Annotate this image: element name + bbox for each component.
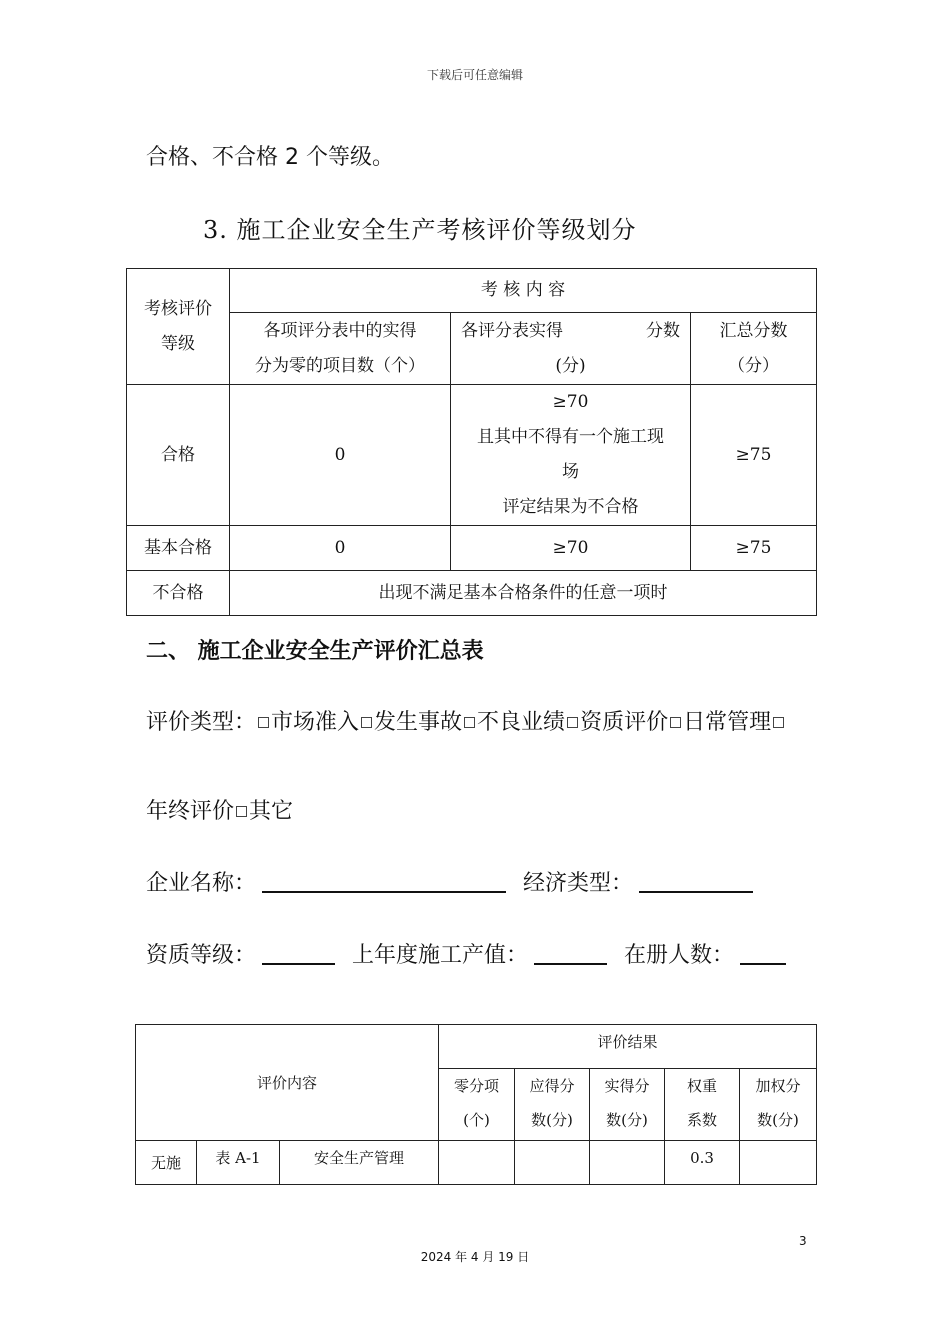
checkbox[interactable] xyxy=(773,717,784,728)
table-row xyxy=(127,385,817,526)
due-score-cell[interactable] xyxy=(515,1141,590,1185)
header-note: 下载后可任意编辑 xyxy=(426,68,523,82)
field-row-1 xyxy=(146,866,759,897)
eval-type-line-2 xyxy=(146,794,293,825)
registered-staff-label: 在册人数： xyxy=(624,943,735,968)
option-label: 发生事故 xyxy=(374,710,463,735)
economic-type-label: 经济类型： xyxy=(523,871,634,896)
each-score-cell xyxy=(451,385,691,526)
option-label: 不良业绩 xyxy=(477,710,566,735)
each-score-l2: 且其中不得有一个施工现 xyxy=(477,427,664,447)
section3-title: 3. 施工企业安全生产考核评价等级划分 xyxy=(203,216,637,244)
checkbox[interactable] xyxy=(670,717,681,728)
category-cell: 无施 xyxy=(136,1141,197,1185)
field-row-2 xyxy=(146,938,792,969)
table-row xyxy=(136,1141,817,1185)
last-year-output-field[interactable] xyxy=(534,943,607,965)
summary-table xyxy=(135,1024,817,1185)
actual-score-header xyxy=(590,1069,665,1141)
each-score-header-l2: (分) xyxy=(555,355,586,376)
table-row xyxy=(127,526,817,571)
content-header: 考 核 内 容 xyxy=(230,269,817,313)
zero-items-cell[interactable] xyxy=(439,1141,515,1185)
merged-condition-cell: 出现不满足基本合格条件的任意一项时 xyxy=(230,571,817,616)
weighted-score-header xyxy=(740,1069,817,1141)
checkbox[interactable] xyxy=(258,717,269,728)
item-name-cell: 安全生产管理 xyxy=(280,1141,439,1185)
table-row xyxy=(127,571,817,616)
total-score-header-l1: 汇总分数 xyxy=(719,320,788,341)
total-score-header-l2: （分） xyxy=(728,355,779,376)
grade-cell: 基本合格 xyxy=(127,526,230,571)
page-number: 3 xyxy=(799,1234,807,1248)
zero-cell: 0 xyxy=(230,385,451,526)
zero-count-header xyxy=(230,313,451,385)
grade-header-l2: 等级 xyxy=(161,333,195,354)
economic-type-field[interactable] xyxy=(639,871,753,893)
last-year-output-label: 上年度施工产值： xyxy=(352,943,529,968)
checkbox[interactable] xyxy=(236,806,247,817)
zero-count-header-l2: 分为零的项目数（个） xyxy=(255,355,425,376)
option-label: 其它 xyxy=(249,799,294,824)
eval-type-line xyxy=(146,705,786,736)
option-label: 年终评价 xyxy=(146,799,235,824)
due-score-header xyxy=(515,1069,590,1141)
weighted-score-cell[interactable] xyxy=(740,1141,817,1185)
header-l2: 数(分) xyxy=(757,1111,799,1129)
company-name-field[interactable] xyxy=(262,871,506,893)
actual-score-cell[interactable] xyxy=(590,1141,665,1185)
checkbox[interactable] xyxy=(567,717,578,728)
qualification-field[interactable] xyxy=(262,943,335,965)
header-l2: 数(分) xyxy=(531,1111,573,1129)
zero-count-header-l1: 各项评分表中的实得 xyxy=(263,320,417,341)
zero-cell: 0 xyxy=(230,526,451,571)
grade-cell: 不合格 xyxy=(127,571,230,616)
header-l1: 加权分 xyxy=(755,1077,801,1095)
each-score-l1: ≥70 xyxy=(552,392,589,412)
form-id-cell: 表 A-1 xyxy=(197,1141,280,1185)
total-cell: ≥75 xyxy=(691,385,817,526)
each-score-header-l1b: 分数 xyxy=(646,320,680,341)
checkbox[interactable] xyxy=(464,717,475,728)
company-name-label: 企业名称： xyxy=(146,871,257,896)
each-score-header-l1a: 各评分表实得 xyxy=(461,320,563,341)
footer-date: 2024 年 4 月 19 日 xyxy=(420,1250,530,1264)
option-label: 市场准入 xyxy=(271,710,360,735)
total-cell: ≥75 xyxy=(691,526,817,571)
header-l2: (个) xyxy=(463,1111,490,1129)
eval-type-label: 评价类型： xyxy=(146,710,257,735)
header-l1: 应得分 xyxy=(529,1077,575,1095)
content-header: 评价内容 xyxy=(136,1025,439,1141)
section2-title: 二、 施工企业安全生产评价汇总表 xyxy=(146,639,484,664)
each-score-l4: 评定结果为不合格 xyxy=(502,497,639,517)
zero-items-header xyxy=(439,1069,515,1141)
each-score-l3: 场 xyxy=(562,462,579,482)
header-l1: 实得分 xyxy=(604,1077,650,1095)
weight-cell: 0.3 xyxy=(665,1141,740,1185)
grade-header-l1: 考核评价 xyxy=(144,298,212,319)
qualification-label: 资质等级： xyxy=(146,943,257,968)
option-label: 资质评价 xyxy=(580,710,669,735)
option-label: 日常管理 xyxy=(683,710,772,735)
header-l2: 系数 xyxy=(687,1111,718,1129)
registered-staff-field[interactable] xyxy=(740,943,786,965)
total-score-header xyxy=(691,313,817,385)
grade-header-cell xyxy=(127,269,230,385)
weight-header xyxy=(665,1069,740,1141)
checkbox[interactable] xyxy=(361,717,372,728)
each-score-header xyxy=(451,313,691,385)
header-l1: 零分项 xyxy=(454,1077,500,1095)
header-l1: 权重 xyxy=(687,1077,718,1095)
intro-line: 合格、不合格 2 个等级。 xyxy=(146,145,394,170)
each-score-cell: ≥70 xyxy=(451,526,691,571)
header-l2: 数(分) xyxy=(606,1111,648,1129)
result-header: 评价结果 xyxy=(439,1025,817,1069)
grade-cell: 合格 xyxy=(127,385,230,526)
grade-table xyxy=(126,268,817,616)
